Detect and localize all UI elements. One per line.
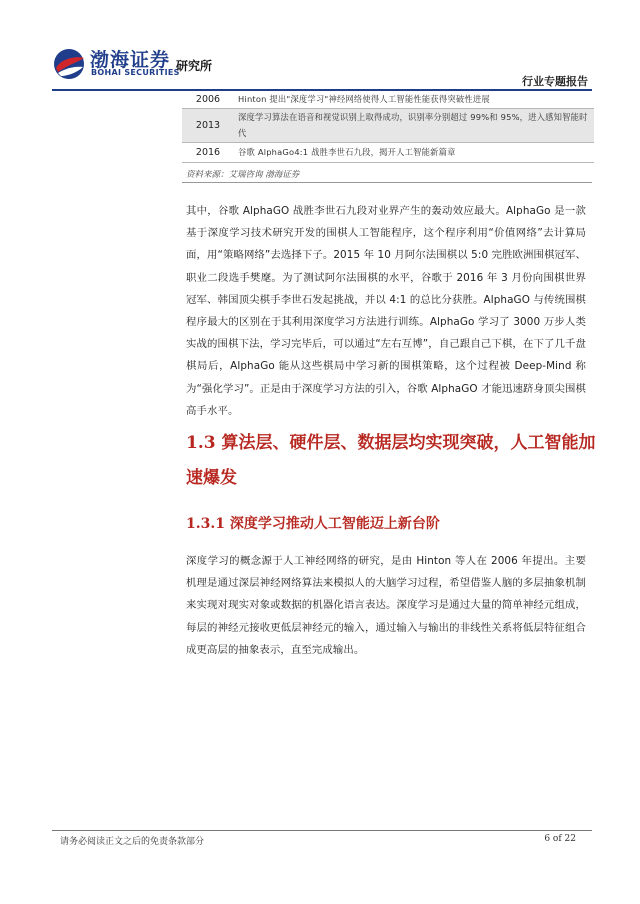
timeline-event: Hinton 提出"深度学习"神经网络使得人工智能性能获得突破性进展: [238, 94, 490, 105]
footer-divider: [52, 830, 592, 831]
body-paragraph: 其中，谷歌 AlphaGO 战胜李世石九段对业界产生的轰动效应最大。AlphaGo 是一款基于深度学习技术研究开发的围棋人工智能程序，这个程序利用“价值网络”去计算局面，用“策略网络”去选择下子。2015 年 10 月阿尔法围棋以 5:0 完胜欧洲围棋冠军、职业二段选手樊麾。为了测试阿尔法围棋的水平，谷歌于 2016 年 3 月份向围棋世界冠军、韩国顶尖棋手李世石发起挑战，并以 4:1 的总比分获胜。AlphaGO 与传统围棋程序最大的区别在于其利用深度学习方法进行训练。AlphaGo 学习了 3000 万步人类实战的围棋下法，学习完毕后，可以通过“左右互博”，自己跟自己下棋，在下了几千盘棋局后，AlphaGo 能从这些棋局中学习新的围棋策略，这个过程被 Deep-Mind 称为“强化学习”。正是由于深度学习方法的引入，谷歌 AlphaGO 才能迅速跻身顶尖围棋高手水平。: [186, 205, 586, 417]
timeline-event: 深度学习算法在语音和视觉识别上取得成功，识别率分别超过 99%和 95%，进入感知智能时代: [238, 112, 588, 138]
report-type-label: 行业专题报告: [522, 75, 588, 88]
department-label: 研究所: [176, 59, 213, 73]
timeline-year: 2006: [195, 93, 221, 105]
table-row: [182, 108, 594, 142]
table-row: [182, 91, 594, 108]
bohai-logo-icon: [52, 46, 86, 82]
timeline-event: 谷歌 AlphaGo4:1 战胜李世石九段，揭开人工智能新篇章: [238, 147, 456, 157]
timeline-table: [182, 91, 594, 163]
disclaimer-note: 请务必阅读正文之后的免责条款部分: [60, 837, 205, 847]
page-number: 6 of 22: [544, 834, 576, 844]
subsection-heading: 1.3.1 深度学习推动人工智能迈上新台阶: [186, 516, 440, 532]
brand-name-cn: 渤海证券: [90, 49, 171, 71]
brand-name-en: BOHAI SECURITIES: [91, 68, 180, 77]
timeline-year: 2013: [195, 119, 221, 131]
section-heading: 1.3 算法层、硬件层、数据层均实现突破，人工智能加速爆发: [186, 433, 596, 488]
source-note: 资料来源：艾瑞咨询 渤海证券: [186, 170, 300, 180]
timeline-year: 2016: [195, 146, 221, 158]
body-paragraph: 深度学习的概念源于人工神经网络的研究，是由 Hinton 等人在 2006 年提出。主要机理是通过深层神经网络算法来模拟人的大脑学习过程，希望借鉴人脑的多层抽象机制来实现对现实对象或数据的机器化语言表达。深度学习是通过大量的简单神经元组成，每层的神经元接收更低层神经元的输入，通过输入与输出的非线性关系将低层特征组合成更高层的抽象表示，直至完成输出。: [186, 555, 586, 656]
source-divider: [182, 182, 592, 183]
table-row: [182, 142, 594, 162]
